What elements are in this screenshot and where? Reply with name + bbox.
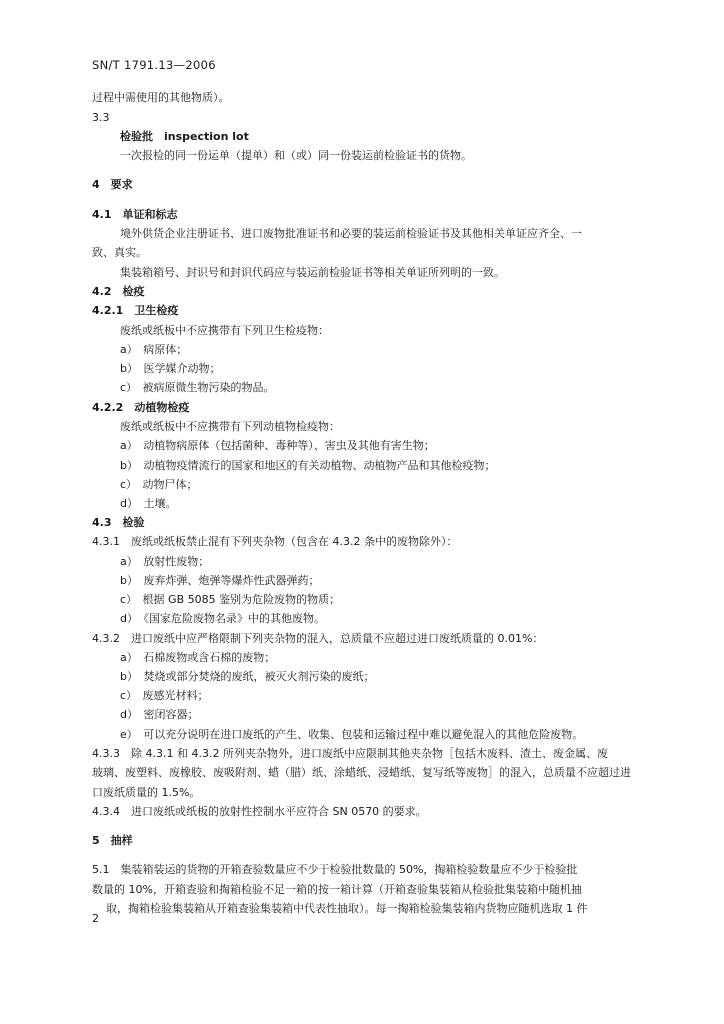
list-item: d） 《国家危险废物名录》中的其他废物。 bbox=[120, 612, 325, 625]
list-item: e） 可以充分说明在进口废纸的产生、收集、包装和运输过程中难以避免混入的其他危险废物。 bbox=[120, 728, 584, 741]
list-item: b） 废弃炸弹、炮弹等爆炸性武器弹药； bbox=[120, 574, 320, 587]
clause-text: 4.3.3 除 4.3.1 和 4.3.2 所列夹杂物外，进口废纸中应限制其他夹杂物［包括木废料、渣土、废金属、废 bbox=[92, 747, 608, 760]
clause-text: 5.1 集装箱装运的货物的开箱查验数量应不少于检验批数量的 50%，掏箱检验数量应不少于检验批 bbox=[92, 863, 578, 876]
clause-number: 3.3 bbox=[92, 111, 110, 124]
list-item: a） 动植物病原体（包括菌种、毒种等）、害虫及其他有害生物； bbox=[120, 439, 435, 452]
page-number: 2 bbox=[92, 912, 99, 925]
clause-text: 口废纸质量的 1.5%。 bbox=[92, 786, 201, 799]
section-heading: 4 要求 bbox=[92, 178, 133, 191]
clause-text: 4.3.4 进口废纸或纸板的放射性控制水平应符合 SN 0570 的要求。 bbox=[92, 805, 427, 818]
subsection-heading: 4.2 检疫 bbox=[92, 285, 145, 298]
standard-code-header: SN/T 1791.13—2006 bbox=[92, 58, 216, 72]
term-heading: 检验批 inspection lot bbox=[120, 130, 249, 143]
term-definition: 一次报检的同一份运单（提单）和（或）同一份装运前检验证书的货物。 bbox=[120, 149, 472, 162]
list-item: b） 动植物疫情流行的国家和地区的有关动植物、动植物产品和其他检疫物； bbox=[120, 459, 496, 472]
text-line: 境外供货企业注册证书、进口废物批准证书和必要的装运前检验证书及其他相关单证应齐全、一 bbox=[120, 227, 582, 240]
text-line: 集装箱箱号、封识号和封识代码应与装运前检验证书等相关单证所列明的一致。 bbox=[120, 266, 505, 279]
list-item: a） 放射性废物； bbox=[120, 555, 210, 568]
clause-text: 数量的 10%，开箱查验和掏箱检验不足一箱的按一箱计算（开箱查验集装箱从检验批集装箱中随机抽 bbox=[92, 883, 582, 896]
list-item: c） 根据 GB 5085 鉴别为危险废物的物质； bbox=[120, 593, 341, 606]
list-item: d） 密闭容器； bbox=[120, 708, 199, 721]
list-item: a） 石棉废物或含石棉的废物； bbox=[120, 651, 276, 664]
text-line: 致、真实。 bbox=[92, 246, 147, 259]
clause-text: 4.3.2 进口废纸中应严格限制下列夹杂物的混入，总质量不应超过进口废纸质量的 0.01%： bbox=[92, 632, 544, 645]
clause-text: 4.3.1 废纸或纸板禁止混有下列夹杂物（包含在 4.3.2 条中的废物除外）： bbox=[92, 535, 458, 548]
list-item: d） 土壤。 bbox=[120, 497, 177, 510]
text-line: 废纸或纸板中不应携带有下列动植物检疫物： bbox=[120, 420, 340, 433]
list-item: b） 焚烧或部分焚烧的废纸，被灭火剂污染的废纸； bbox=[120, 670, 375, 683]
subsection-heading: 4.3 检验 bbox=[92, 516, 145, 529]
clause-text: 玻璃、废塑料、废橡胶、废吸附剂、蜡（腊）纸、涂蜡纸、浸蜡纸、复写纸等废物］的混入，总质量不应超过进 bbox=[92, 766, 631, 779]
list-item: c） 动物尸体； bbox=[120, 478, 198, 491]
subsection-heading: 4.1 单证和标志 bbox=[92, 208, 178, 221]
list-item: b） 医学媒介动物； bbox=[120, 362, 221, 375]
clause-text: 取，掏箱检验集装箱从开箱查验集装箱中代表性抽取）。每一掏箱检验集装箱内货物应随机选取 1 件 bbox=[106, 902, 588, 915]
text-line: 过程中需使用的其他物质）。 bbox=[92, 91, 230, 104]
text-line: 废纸或纸板中不应携带有下列卫生检疫物： bbox=[120, 324, 329, 337]
section-heading: 5 抽样 bbox=[92, 834, 133, 847]
subsection-heading: 4.2.1 卫生检疫 bbox=[92, 304, 179, 317]
subsection-heading: 4.2.2 动植物检疫 bbox=[92, 401, 190, 414]
list-item: a） 病原体； bbox=[120, 343, 188, 356]
list-item: c） 被病原微生物污染的物品。 bbox=[120, 381, 275, 394]
list-item: c） 废感光材料； bbox=[120, 689, 209, 702]
